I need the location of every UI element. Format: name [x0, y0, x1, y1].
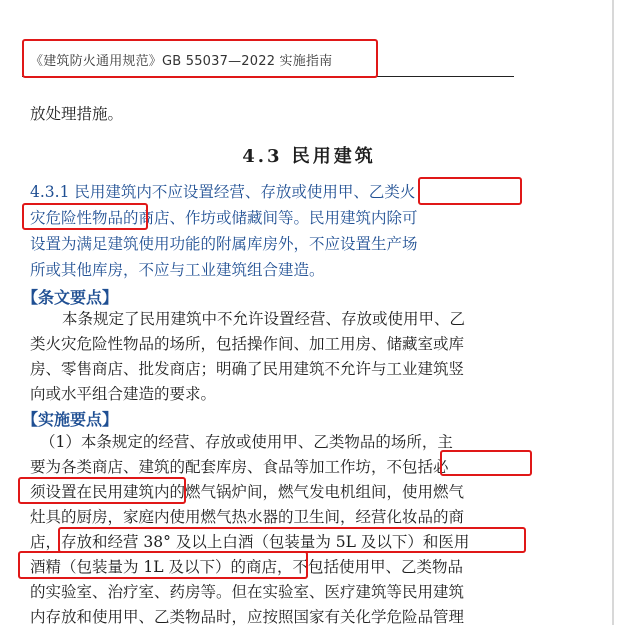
highlight-box-header [22, 39, 378, 78]
clause-line-2: 灾危险性物品的商店、作坊或储藏间等。民用建筑内除可 [30, 209, 418, 227]
impl-line-7: 的实验室、治疗室、药房等。但在实验室、医疗建筑等民用建筑 [30, 583, 465, 601]
points-line-3: 房、零售商店、批发商店；明确了民用建筑不允许与工业建筑竖 [30, 360, 465, 378]
clause-line-4: 所或其他库房，不应与工业建筑组合建造。 [30, 261, 325, 279]
intro-line: 放处理措施。 [30, 105, 124, 123]
impl-line-5: 店，存放和经营 38° 及以上白酒（包装量为 5L 及以下）和医用 [30, 533, 470, 551]
impl-line-8: 内存放和使用甲、乙类物品时，应按照国家有关化学危险品管理 [30, 608, 465, 626]
highlight-box-alcohol-shop [18, 551, 308, 579]
highlight-box-must-set [18, 477, 186, 504]
points-line-2: 类火灾危险性物品的场所，包括操作间、加工用房、储藏室或库 [30, 335, 465, 353]
highlight-box-class-ab [418, 177, 522, 205]
impl-line-3: 须设置在民用建筑内的燃气锅炉间，燃气发电机组间，使用燃气 [30, 483, 465, 501]
highlight-box-liquor [58, 527, 526, 553]
highlight-box-exclude [440, 450, 532, 476]
clause-line-3: 设置为满足建筑使用功能的附属库房外，不应设置生产场 [30, 235, 418, 253]
section-title: 4.3 民用建筑 [242, 146, 376, 167]
clause-line-1: 4.3.1 民用建筑内不应设置经营、存放或使用甲、乙类火 [30, 183, 416, 201]
points-line-1: 本条规定了民用建筑中不允许设置经营、存放或使用甲、乙 [62, 310, 466, 328]
impl-line-4: 灶具的厨房，家庭内使用燃气热水器的卫生间，经营化妆品的商 [30, 508, 465, 526]
points-line-4: 向或水平组合建造的要求。 [30, 385, 217, 403]
page-edge [612, 0, 614, 625]
heading-implementation: 【实施要点】 [22, 410, 119, 429]
running-header: 《建筑防火通用规范》GB 55037—2022 实施指南 [30, 54, 333, 69]
impl-line-2: 要为各类商店、建筑的配套库房、食品等加工作坊，不包括必 [30, 458, 449, 476]
impl-line-6: 酒精（包装量为 1L 及以下）的商店，不包括使用甲、乙类物品 [30, 558, 464, 576]
impl-line-1: （1）本条规定的经营、存放或使用甲、乙类物品的场所，主 [40, 433, 453, 451]
heading-key-points: 【条文要点】 [22, 288, 119, 307]
highlight-box-hazard-goods [22, 203, 148, 230]
